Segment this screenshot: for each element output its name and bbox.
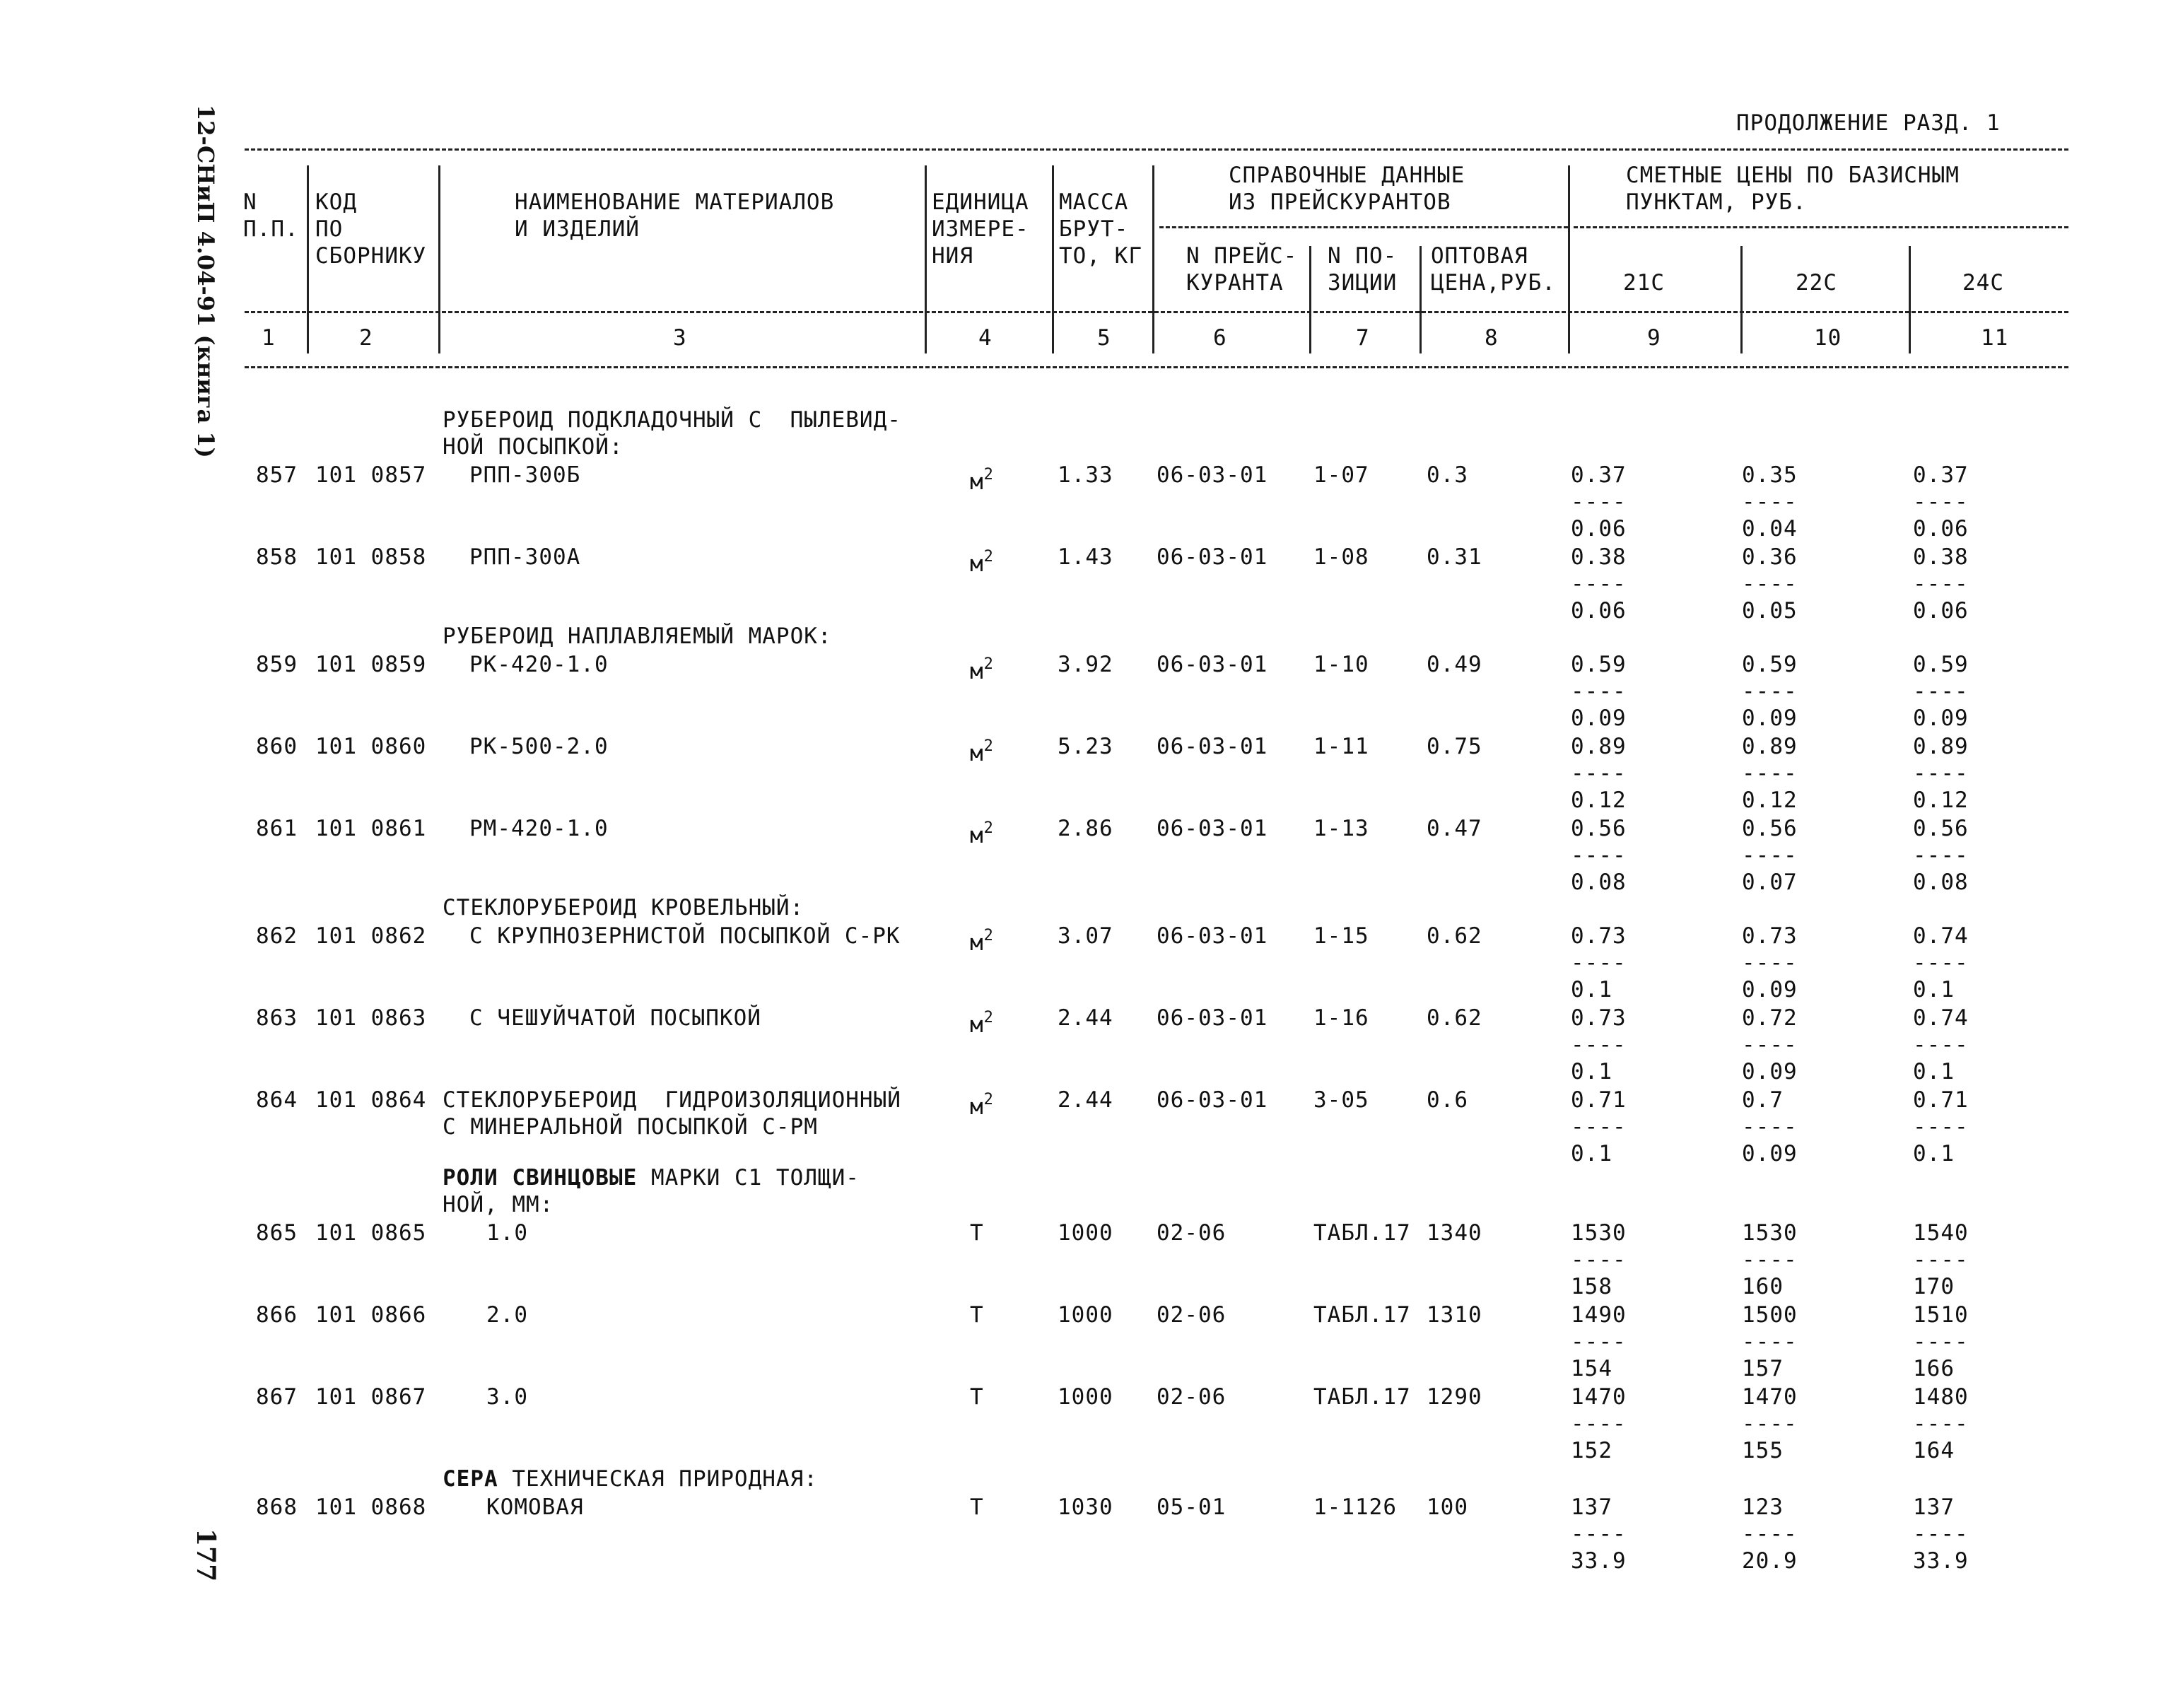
price-divider: ---- [1571, 1329, 1627, 1355]
price-divider: ---- [1913, 489, 1969, 515]
cell-price-21: 1490 [1571, 1302, 1627, 1328]
price-divider: ---- [1913, 1247, 1969, 1273]
cell-wholesale: 0.31 [1427, 544, 1482, 570]
cell-code: 101 0860 [315, 734, 427, 759]
cell-transport-22: 20.9 [1742, 1548, 1798, 1574]
col7-h1: N ПО- [1328, 243, 1398, 269]
cell-code: 101 0864 [315, 1087, 427, 1113]
cell-transport-24: 0.09 [1913, 706, 1969, 731]
price-divider: ---- [1913, 1411, 1969, 1437]
cell-price-24: 137 [1913, 1494, 1955, 1520]
cell-pos: 1-13 [1313, 816, 1369, 841]
col5-h2: БРУТ- [1059, 216, 1129, 242]
group-title-4-bold: РОЛИ СВИНЦОВЫЕ [443, 1165, 638, 1191]
cell-transport-21: 154 [1571, 1356, 1612, 1381]
cell-n: 860 [256, 734, 298, 759]
colnum-10: 10 [1814, 325, 1842, 351]
price-divider: ---- [1913, 761, 1969, 786]
cell-wholesale: 0.62 [1427, 923, 1482, 949]
cell-price-24: 0.59 [1913, 652, 1969, 677]
colnum-7: 7 [1356, 325, 1370, 351]
cell-price-22: 1500 [1742, 1302, 1798, 1328]
cell-pos: 1-08 [1313, 544, 1369, 570]
colnum-11: 11 [1981, 325, 2009, 351]
cell-name: С КРУПНОЗЕРНИСТОЙ ПОСЫПКОЙ С-РК [469, 923, 901, 949]
price-divider: ---- [1571, 571, 1627, 597]
cell-name: КОМОВАЯ [486, 1494, 584, 1520]
price-divider: ---- [1742, 1032, 1798, 1058]
cell-price-21: 0.71 [1571, 1087, 1627, 1113]
cell-price_list: 06-03-01 [1157, 734, 1268, 759]
price-group-h2: ПУНКТАМ, РУБ. [1626, 189, 1807, 215]
ref-group-rule [1159, 226, 1568, 228]
cell-transport-21: 0.12 [1571, 788, 1627, 813]
cell-mass: 1030 [1058, 1494, 1113, 1520]
cell-transport-21: 152 [1571, 1438, 1612, 1463]
cell-transport-21: 0.1 [1571, 1141, 1612, 1166]
col1-h2: П.П. [243, 216, 299, 242]
price-divider: ---- [1913, 950, 1969, 976]
cell-n: 865 [256, 1220, 298, 1246]
cell-unit: $м^2$ [970, 737, 994, 766]
cell-wholesale: 0.47 [1427, 816, 1482, 841]
price-divider: ---- [1913, 571, 1969, 597]
cell-price-24: 0.71 [1913, 1087, 1969, 1113]
cell-pos: 1-11 [1313, 734, 1369, 759]
cell-price-24: 1480 [1913, 1384, 1969, 1410]
price-divider: ---- [1913, 1032, 1969, 1058]
cell-price-22: 0.7 [1742, 1087, 1784, 1113]
cell-pos: 1-10 [1313, 652, 1369, 677]
cell-name: 1.0 [486, 1220, 528, 1246]
cell-name: 3.0 [486, 1384, 528, 1410]
col2-h3: СБОРНИКУ [315, 243, 427, 269]
page-number: 177 [191, 1528, 221, 1582]
header-top-rule [245, 148, 2068, 151]
price-divider: ---- [1742, 843, 1798, 868]
cell-n: 861 [256, 816, 298, 841]
price-divider: ---- [1571, 761, 1627, 786]
cell-code: 101 0868 [315, 1494, 427, 1520]
price-divider: ---- [1742, 679, 1798, 704]
cell-price_list: 06-03-01 [1157, 544, 1268, 570]
cell-mass: 1000 [1058, 1302, 1113, 1328]
col8-h2: ЦЕНА,РУБ. [1431, 270, 1556, 296]
col-sep [925, 165, 927, 353]
cell-transport-24: 33.9 [1913, 1548, 1969, 1574]
cell-price-22: 0.35 [1742, 462, 1798, 488]
cell-pos: 1-1126 [1313, 1494, 1397, 1520]
price-divider: ---- [1571, 1247, 1627, 1273]
cell-transport-22: 157 [1742, 1356, 1784, 1381]
cell-mass: 5.23 [1058, 734, 1113, 759]
cell-price-21: 0.89 [1571, 734, 1627, 759]
cell-mass: 1000 [1058, 1220, 1113, 1246]
group-title-4b: НОЙ, ММ: [443, 1192, 554, 1217]
cell-transport-21: 158 [1571, 1274, 1612, 1299]
cell-transport-21: 0.06 [1571, 516, 1627, 542]
cell-unit: $м^2$ [970, 819, 994, 848]
cell-transport-22: 0.12 [1742, 788, 1798, 813]
group-title-5-bold: СЕРА [443, 1466, 498, 1492]
col5-h3: ТО, КГ [1059, 243, 1142, 269]
group-title-4-rest: МАРКИ С1 ТОЛЩИ- [637, 1165, 860, 1191]
cell-price_list: 06-03-01 [1157, 923, 1268, 949]
cell-code: 101 0862 [315, 923, 427, 949]
cell-mass: 1.43 [1058, 544, 1113, 570]
price-divider: ---- [1913, 1521, 1969, 1547]
cell-wholesale: 100 [1427, 1494, 1468, 1520]
group-title-4 [443, 1165, 860, 1191]
price-divider: ---- [1742, 1411, 1798, 1437]
cell-name-line2: С МИНЕРАЛЬНОЙ ПОСЫПКОЙ С-РМ [443, 1114, 818, 1140]
col-sep [1909, 246, 1911, 353]
price-divider: ---- [1571, 1032, 1627, 1058]
cell-price-22: 123 [1742, 1494, 1784, 1520]
col-sep [1568, 165, 1570, 353]
cell-transport-21: 0.06 [1571, 598, 1627, 624]
cell-price-21: 0.59 [1571, 652, 1627, 677]
price-divider: ---- [1571, 679, 1627, 704]
col9-h: 21С [1623, 270, 1665, 296]
cell-pos: ТАБЛ.17 [1313, 1302, 1411, 1328]
header-bottom-rule [245, 366, 2068, 368]
col-sep [1309, 246, 1311, 353]
ref-group-h2: ИЗ ПРЕЙСКУРАНТОВ [1229, 189, 1451, 215]
cell-price-24: 0.74 [1913, 923, 1969, 949]
price-group-rule [1574, 226, 2068, 228]
cell-price-22: 0.73 [1742, 923, 1798, 949]
colnum-1: 1 [262, 325, 276, 351]
cell-n: 859 [256, 652, 298, 677]
col10-h: 22С [1796, 270, 1837, 296]
cell-n: 866 [256, 1302, 298, 1328]
cell-mass: 2.86 [1058, 816, 1113, 841]
cell-price_list: 06-03-01 [1157, 816, 1268, 841]
cell-name: РПП-300Б [469, 462, 581, 488]
cell-transport-21: 33.9 [1571, 1548, 1627, 1574]
cell-code: 101 0857 [315, 462, 427, 488]
cell-code: 101 0863 [315, 1005, 427, 1031]
price-divider: ---- [1571, 1411, 1627, 1437]
col2-h1: КОД [315, 189, 357, 215]
col5-h1: МАССА [1059, 189, 1129, 215]
header-mid-rule [245, 311, 2068, 313]
cell-transport-24: 170 [1913, 1274, 1955, 1299]
cell-name: РК-500-2.0 [469, 734, 609, 759]
cell-n: 864 [256, 1087, 298, 1113]
cell-unit: Т [970, 1302, 984, 1328]
price-divider: ---- [1571, 1114, 1627, 1140]
price-group-h1: СМЕТНЫЕ ЦЕНЫ ПО БАЗИСНЫМ [1626, 163, 1960, 188]
cell-code: 101 0866 [315, 1302, 427, 1328]
cell-n: 862 [256, 923, 298, 949]
cell-code: 101 0861 [315, 816, 427, 841]
cell-pos: 1-15 [1313, 923, 1369, 949]
cell-transport-22: 0.07 [1742, 870, 1798, 895]
price-divider: ---- [1913, 843, 1969, 868]
cell-price-21: 0.37 [1571, 462, 1627, 488]
cell-unit: $м^2$ [970, 1091, 994, 1120]
price-divider: ---- [1742, 571, 1798, 597]
cell-unit: $м^2$ [970, 655, 994, 684]
cell-transport-21: 0.09 [1571, 706, 1627, 731]
cell-price_list: 05-01 [1157, 1494, 1227, 1520]
group-title-5 [443, 1466, 818, 1492]
col4-h1: ЕДИНИЦА [932, 189, 1029, 215]
price-divider: ---- [1742, 1114, 1798, 1140]
cell-name: РК-420-1.0 [469, 652, 609, 677]
price-divider: ---- [1913, 1329, 1969, 1355]
cell-price_list: 06-03-01 [1157, 1005, 1268, 1031]
cell-price-21: 0.56 [1571, 816, 1627, 841]
cell-name: 2.0 [486, 1302, 528, 1328]
cell-n: 858 [256, 544, 298, 570]
cell-price_list: 06-03-01 [1157, 1087, 1268, 1113]
cell-wholesale: 1290 [1427, 1384, 1482, 1410]
cell-pos: 1-16 [1313, 1005, 1369, 1031]
cell-transport-24: 0.1 [1913, 1059, 1955, 1084]
cell-wholesale: 1340 [1427, 1220, 1482, 1246]
cell-name: РПП-300А [469, 544, 581, 570]
cell-transport-21: 0.1 [1571, 977, 1612, 1002]
price-divider: ---- [1742, 1329, 1798, 1355]
col-sep [1052, 165, 1054, 353]
cell-price-24: 0.56 [1913, 816, 1969, 841]
cell-price-22: 0.59 [1742, 652, 1798, 677]
cell-price-24: 0.38 [1913, 544, 1969, 570]
cell-wholesale: 0.62 [1427, 1005, 1482, 1031]
cell-price-22: 0.72 [1742, 1005, 1798, 1031]
side-doc-code: 12-СНиП 4.04-91 (книга 1) [192, 105, 219, 458]
colnum-3: 3 [673, 325, 687, 351]
col-sep [1740, 246, 1743, 353]
cell-transport-22: 160 [1742, 1274, 1784, 1299]
cell-mass: 1000 [1058, 1384, 1113, 1410]
colnum-9: 9 [1647, 325, 1661, 351]
cell-transport-21: 0.1 [1571, 1059, 1612, 1084]
cell-name: С ЧЕШУЙЧАТОЙ ПОСЫПКОЙ [469, 1005, 761, 1031]
cell-price-22: 0.56 [1742, 816, 1798, 841]
ref-group-h1: СПРАВОЧНЫЕ ДАННЫЕ [1229, 163, 1465, 188]
cell-price-22: 0.89 [1742, 734, 1798, 759]
cell-unit: $м^2$ [970, 466, 994, 495]
cell-price-21: 1470 [1571, 1384, 1627, 1410]
cell-price-24: 0.37 [1913, 462, 1969, 488]
cell-mass: 2.44 [1058, 1005, 1113, 1031]
cell-price-22: 1530 [1742, 1220, 1798, 1246]
cell-price-22: 1470 [1742, 1384, 1798, 1410]
cell-price_list: 02-06 [1157, 1384, 1227, 1410]
cell-price_list: 02-06 [1157, 1302, 1227, 1328]
cell-pos: ТАБЛ.17 [1313, 1220, 1411, 1246]
cell-unit: Т [970, 1494, 984, 1520]
price-divider: ---- [1571, 950, 1627, 976]
cell-pos: ТАБЛ.17 [1313, 1384, 1411, 1410]
cell-price-21: 0.38 [1571, 544, 1627, 570]
cell-transport-24: 166 [1913, 1356, 1955, 1381]
cell-transport-22: 0.04 [1742, 516, 1798, 542]
cell-wholesale: 0.6 [1427, 1087, 1468, 1113]
cell-n: 863 [256, 1005, 298, 1031]
price-divider: ---- [1571, 1521, 1627, 1547]
cell-price_list: 06-03-01 [1157, 462, 1268, 488]
cell-mass: 3.92 [1058, 652, 1113, 677]
group-title-1b: НОЙ ПОСЫПКОЙ: [443, 434, 624, 460]
cell-n: 867 [256, 1384, 298, 1410]
cell-pos: 3-05 [1313, 1087, 1369, 1113]
cell-name: СТЕКЛОРУБЕРОИД ГИДРОИЗОЛЯЦИОННЫЙ [443, 1087, 901, 1113]
col4-h2: ИЗМЕРЕ- [932, 216, 1029, 242]
cell-code: 101 0858 [315, 544, 427, 570]
cell-transport-22: 0.09 [1742, 977, 1798, 1002]
cell-price-21: 0.73 [1571, 1005, 1627, 1031]
cell-transport-22: 0.05 [1742, 598, 1798, 624]
cell-mass: 1.33 [1058, 462, 1113, 488]
cell-price-24: 0.74 [1913, 1005, 1969, 1031]
cell-unit: $м^2$ [970, 548, 994, 577]
cell-transport-24: 0.06 [1913, 516, 1969, 542]
colnum-8: 8 [1485, 325, 1499, 351]
cell-transport-22: 0.09 [1742, 1141, 1798, 1166]
cell-n: 868 [256, 1494, 298, 1520]
cell-price_list: 02-06 [1157, 1220, 1227, 1246]
cell-wholesale: 0.3 [1427, 462, 1468, 488]
cell-price-22: 0.36 [1742, 544, 1798, 570]
group-title-1a: РУБЕРОИД ПОДКЛАДОЧНЫЙ С ПЫЛЕВИД- [443, 407, 901, 433]
col-sep [438, 165, 440, 353]
colnum-6: 6 [1213, 325, 1227, 351]
group-title-3: СТЕКЛОРУБЕРОИД КРОВЕЛЬНЫЙ: [443, 895, 804, 920]
col6-h1: N ПРЕЙС- [1186, 243, 1298, 269]
cell-price-24: 0.89 [1913, 734, 1969, 759]
continuation-title: ПРОДОЛЖЕНИЕ РАЗД. 1 [1736, 110, 2001, 136]
cell-transport-24: 0.1 [1913, 1141, 1955, 1166]
price-divider: ---- [1742, 1521, 1798, 1547]
cell-transport-24: 0.06 [1913, 598, 1969, 624]
col-sep [307, 165, 309, 353]
col7-h2: ЗИЦИИ [1328, 270, 1398, 296]
cell-price-24: 1540 [1913, 1220, 1969, 1246]
cell-unit: Т [970, 1384, 984, 1410]
cell-wholesale: 0.75 [1427, 734, 1482, 759]
cell-price-21: 0.73 [1571, 923, 1627, 949]
col6-h2: КУРАНТА [1186, 270, 1284, 296]
cell-pos: 1-07 [1313, 462, 1369, 488]
cell-name: РМ-420-1.0 [469, 816, 609, 841]
cell-price-21: 137 [1571, 1494, 1612, 1520]
col2-h2: ПО [315, 216, 344, 242]
group-title-2: РУБЕРОИД НАПЛАВЛЯЕМЫЙ МАРОК: [443, 624, 832, 649]
cell-transport-22: 0.09 [1742, 1059, 1798, 1084]
col3-h1: НАИМЕНОВАНИЕ МАТЕРИАЛОВ [515, 189, 835, 215]
col4-h3: НИЯ [932, 243, 973, 269]
cell-mass: 2.44 [1058, 1087, 1113, 1113]
price-divider: ---- [1742, 1247, 1798, 1273]
col1-h1: N [243, 189, 257, 215]
price-divider: ---- [1742, 761, 1798, 786]
col3-h2: И ИЗДЕЛИЙ [515, 216, 640, 242]
cell-unit: $м^2$ [970, 927, 994, 956]
colnum-4: 4 [978, 325, 993, 351]
colnum-2: 2 [359, 325, 373, 351]
cell-transport-24: 164 [1913, 1438, 1955, 1463]
cell-unit: $м^2$ [970, 1009, 994, 1038]
cell-transport-24: 0.12 [1913, 788, 1969, 813]
cell-mass: 3.07 [1058, 923, 1113, 949]
cell-transport-24: 0.08 [1913, 870, 1969, 895]
price-divider: ---- [1742, 950, 1798, 976]
price-divider: ---- [1913, 679, 1969, 704]
colnum-5: 5 [1097, 325, 1111, 351]
cell-transport-22: 0.09 [1742, 706, 1798, 731]
cell-wholesale: 0.49 [1427, 652, 1482, 677]
price-divider: ---- [1571, 843, 1627, 868]
cell-code: 101 0859 [315, 652, 427, 677]
col-sep [1419, 246, 1422, 353]
cell-n: 857 [256, 462, 298, 488]
cell-price_list: 06-03-01 [1157, 652, 1268, 677]
cell-price-21: 1530 [1571, 1220, 1627, 1246]
col8-h1: ОПТОВАЯ [1431, 243, 1528, 269]
cell-transport-22: 155 [1742, 1438, 1784, 1463]
cell-transport-21: 0.08 [1571, 870, 1627, 895]
col-sep [1152, 165, 1154, 353]
cell-unit: Т [970, 1220, 984, 1246]
col11-h: 24С [1962, 270, 2004, 296]
cell-wholesale: 1310 [1427, 1302, 1482, 1328]
cell-code: 101 0865 [315, 1220, 427, 1246]
group-title-5-rest: ТЕХНИЧЕСКАЯ ПРИРОДНАЯ: [498, 1466, 818, 1492]
price-divider: ---- [1742, 489, 1798, 515]
price-divider: ---- [1913, 1114, 1969, 1140]
cell-code: 101 0867 [315, 1384, 427, 1410]
cell-price-24: 1510 [1913, 1302, 1969, 1328]
cell-transport-24: 0.1 [1913, 977, 1955, 1002]
price-divider: ---- [1571, 489, 1627, 515]
